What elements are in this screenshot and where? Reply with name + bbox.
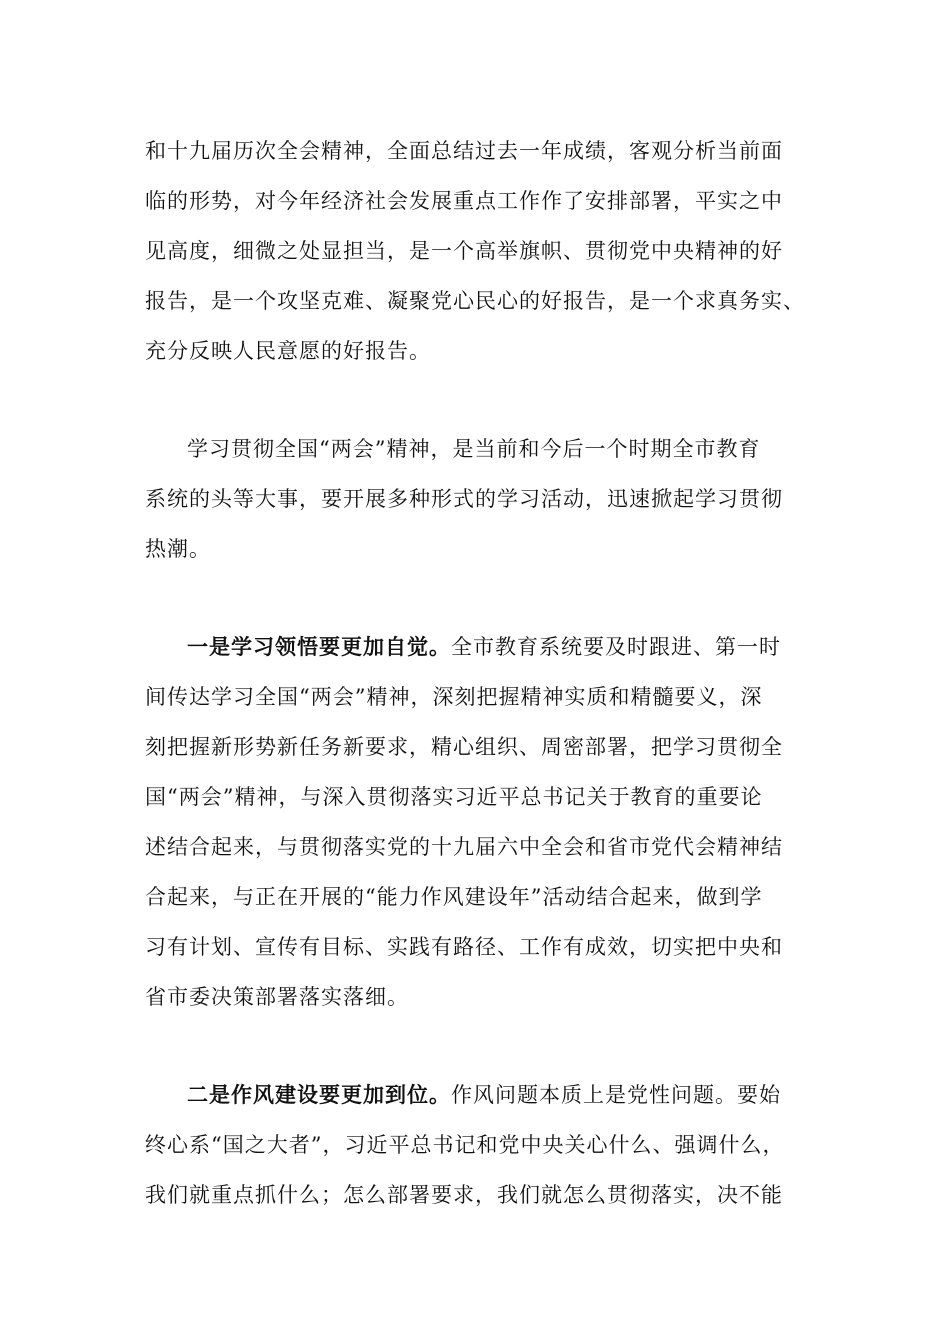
heading-followup-text: 作风问题本质上是党性问题。要始 [451,1083,781,1107]
text-line: 述结合起来，与贯彻落实党的十九届六中全会和省市党代会精神结 [145,835,783,859]
text-line [145,622,825,672]
text-line: 学习贯彻全国“两会”精神，是当前和今后一个时期全市教育 [187,437,761,461]
text-line: 习有计划、宣传有目标、实践有路径、工作有成效，切实把中央和 [145,935,783,959]
text-line: 和十九届历次全会精神，全面总结过去一年成绩，客观分析当前面 [145,139,783,163]
text-line: 省市委决策部署落实落细。 [145,985,409,1009]
point-heading: 一是学习领悟要更加自觉。 [187,634,451,659]
text-line: 刻把握新形势新任务新要求，精心组织、周密部署，把学习贯彻全 [145,735,783,759]
text-line: 充分反映人民意愿的好报告。 [145,339,431,363]
text-line [145,1070,825,1120]
text-line: 见高度，细微之处显担当，是一个高举旗帜、贯彻党中央精神的好 [145,239,783,263]
heading-followup-text: 全市教育系统要及时跟进、第一时 [451,635,781,659]
point-heading: 二是作风建设要更加到位。 [187,1082,451,1107]
text-line: 合起来，与正在开展的“能力作风建设年”活动结合起来，做到学 [145,885,763,909]
text-line: 终心系“国之大者”，习近平总书记和党中央关心什么、强调什么， [145,1133,785,1157]
paragraph-point-two [145,1070,825,1220]
text-line: 系统的头等大事，要开展多种形式的学习活动，迅速掀起学习贯彻 [145,487,783,511]
paragraph-study-two-sessions [145,424,825,574]
paragraph-continuation [145,126,825,376]
text-line: 临的形势，对今年经济社会发展重点工作作了安排部署，平实之中 [145,189,783,213]
text-line: 我们就重点抓什么；怎么部署要求，我们就怎么贯彻落实，决不能 [145,1183,783,1207]
paragraph-point-one [145,622,825,1022]
text-line: 热潮。 [145,537,211,561]
text-line: 报告，是一个攻坚克难、凝聚党心民心的好报告，是一个求真务实、 [145,289,805,313]
text-line: 间传达学习全国“两会”精神，深刻把握精神实质和精髓要义，深 [145,685,763,709]
text-line: 国“两会”精神，与深入贯彻落实习近平总书记关于教育的重要论 [145,785,763,809]
